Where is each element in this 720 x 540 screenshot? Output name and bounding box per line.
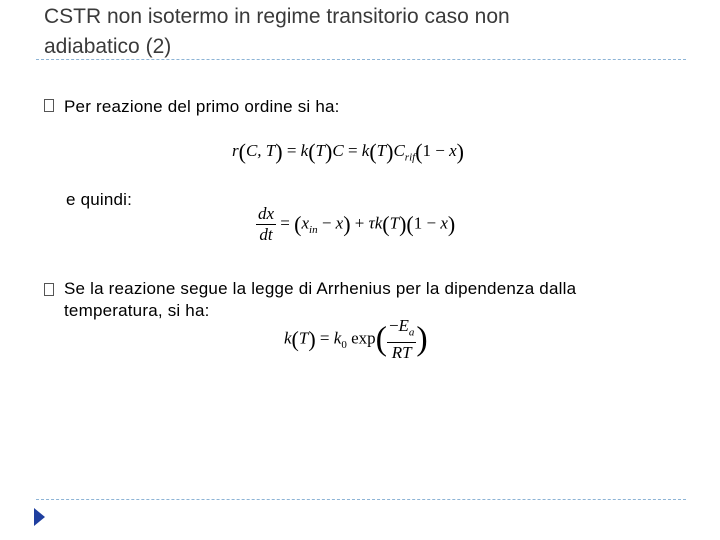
top-divider [36,59,686,60]
slide-title-line2: adiabatico (2) [44,35,172,58]
bullet-box-icon [44,99,54,112]
next-slide-arrow-icon[interactable] [34,508,45,526]
bottom-divider [36,499,686,500]
slide-title-line1: CSTR non isotermo in regime transitorio caso non [44,5,510,28]
bullet1-text: Per reazione del primo ordine si ha: [64,97,340,116]
arrhenius-equation: $k(T) = k_0$ exp( $\frac{-E_a}{RT}$ ) [284,316,428,363]
slide-title [44,2,664,62]
and-then-text: e quindi: [66,190,133,209]
bullet2-line2: temperatura, si ha: [64,301,210,320]
rate-equation: r(C, $T) = k(T)C = k(T)C_{rif}(1 - x)$ [232,139,464,164]
balance-equation: $\frac{dx}{dt}$ = $(x_{in} - x) + \tau k(T)(1 - x)$ [258,204,456,244]
bullet-box-icon [44,283,54,296]
bullet2-line1: Se la reazione segue la legge di Arrhenius per la dipendenza dalla [64,279,577,298]
